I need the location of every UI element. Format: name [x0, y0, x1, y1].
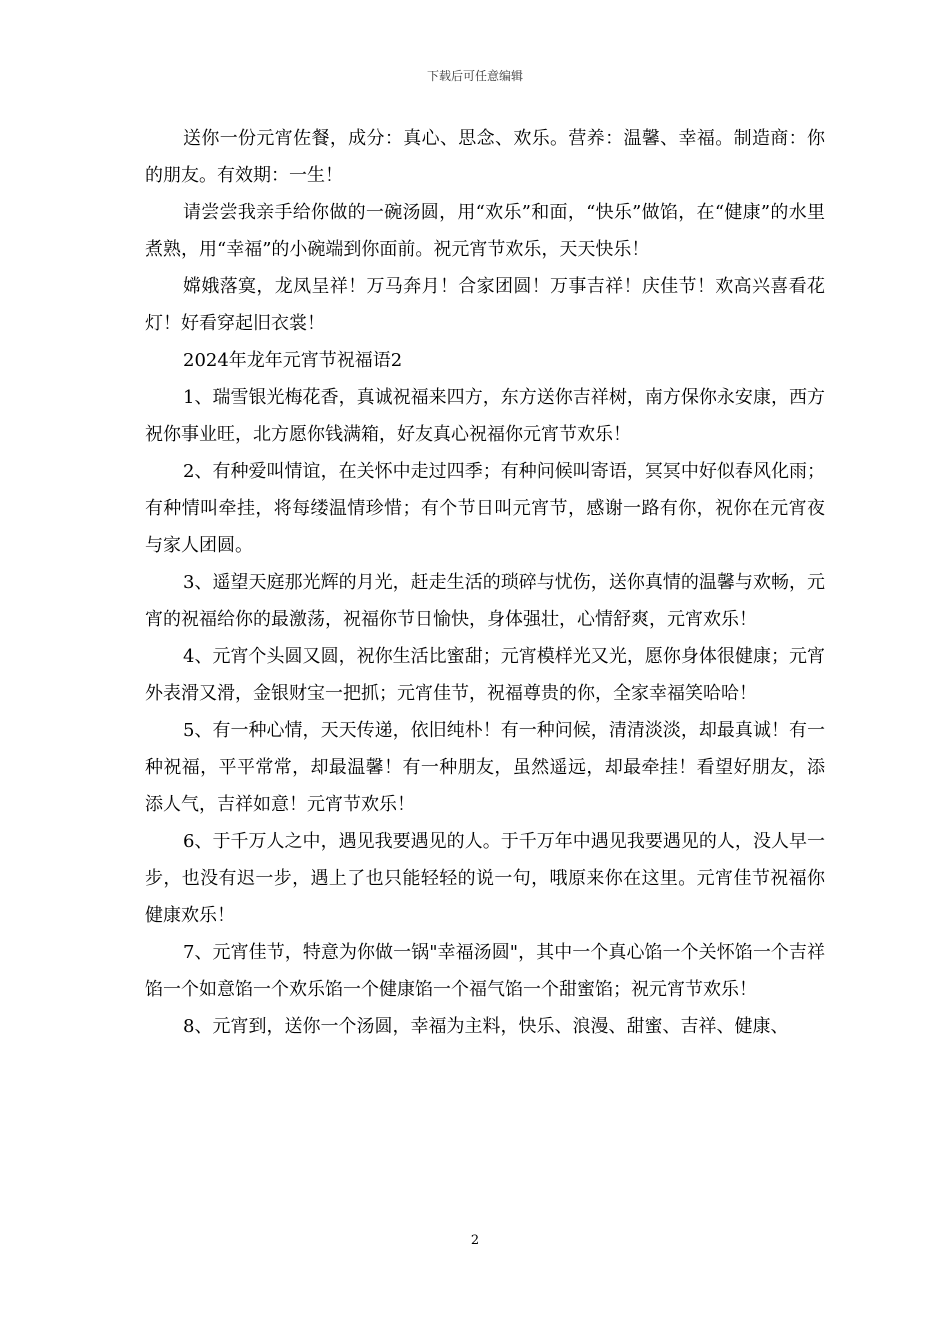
- page-header: 下载后可任意编辑: [426, 69, 523, 83]
- paragraph: 送你一份元宵佐餐，成分：真心、思念、欢乐。营养：温馨、幸福。制造商：你的朋友。有效期：一生！: [145, 128, 825, 186]
- section-heading: 2024年龙年元宵节祝福语2: [183, 350, 403, 371]
- paragraph: 6、于千万人之中，遇见我要遇见的人。于千万年中遇见我要遇见的人，没人早一步，也没有迟一步，遇上了也只能轻轻的说一句，哦原来你在这里。元宵佳节祝福你健康欢乐！: [145, 831, 825, 926]
- paragraph: 7、元宵佳节，特意为你做一锅"幸福汤圆"，其中一个真心馅一个关怀馅一个吉祥馅一个如意馅一个欢乐馅一个健康馅一个福气馅一个甜蜜馅；祝元宵节欢乐！: [145, 942, 825, 1000]
- paragraph: 2、有种爱叫情谊，在关怀中走过四季；有种问候叫寄语，冥冥中好似春风化雨；有种情叫牵挂，将每缕温情珍惜；有个节日叫元宵节，感谢一路有你，祝你在元宵夜与家人团圆。: [145, 461, 825, 556]
- paragraph: 嫦娥落寞，龙凤呈祥！万马奔月！合家团圆！万事吉祥！庆佳节！欢高兴喜看花灯！好看穿起旧衣裳！: [145, 276, 825, 334]
- paragraph: 8、元宵到，送你一个汤圆，幸福为主料，快乐、浪漫、甜蜜、吉祥、健康、: [183, 1016, 789, 1037]
- paragraph: 请尝尝我亲手给你做的一碗汤圆，用“欢乐”和面，“快乐”做馅，在“健康”的水里煮熟，用“幸福”的小碗端到你面前。祝元宵节欢乐，天天快乐！: [145, 202, 825, 260]
- document-body: [145, 120, 825, 1045]
- paragraph: 5、有一种心情，天天传递，依旧纯朴！有一种问候，清清淡淡，却最真诚！有一种祝福，平平常常，却最温馨！有一种朋友，虽然遥远，却最牵挂！看望好朋友，添添人气，吉祥如意！元宵节欢乐！: [145, 720, 825, 815]
- paragraph: 1、瑞雪银光梅花香，真诚祝福来四方，东方送你吉祥树，南方保你永安康，西方祝你事业旺，北方愿你钱满箱，好友真心祝福你元宵节欢乐！: [145, 387, 825, 445]
- paragraph: 3、遥望天庭那光辉的月光，赶走生活的琐碎与忧伤，送你真情的温馨与欢畅，元宵的祝福给你的最激荡，祝福你节日愉快，身体强壮，心情舒爽，元宵欢乐！: [145, 572, 825, 630]
- page-number: 2: [470, 1233, 480, 1248]
- paragraph: 4、元宵个头圆又圆，祝你生活比蜜甜；元宵模样光又光，愿你身体很健康；元宵外表滑又滑，金银财宝一把抓；元宵佳节，祝福尊贵的你，全家幸福笑哈哈！: [145, 646, 825, 704]
